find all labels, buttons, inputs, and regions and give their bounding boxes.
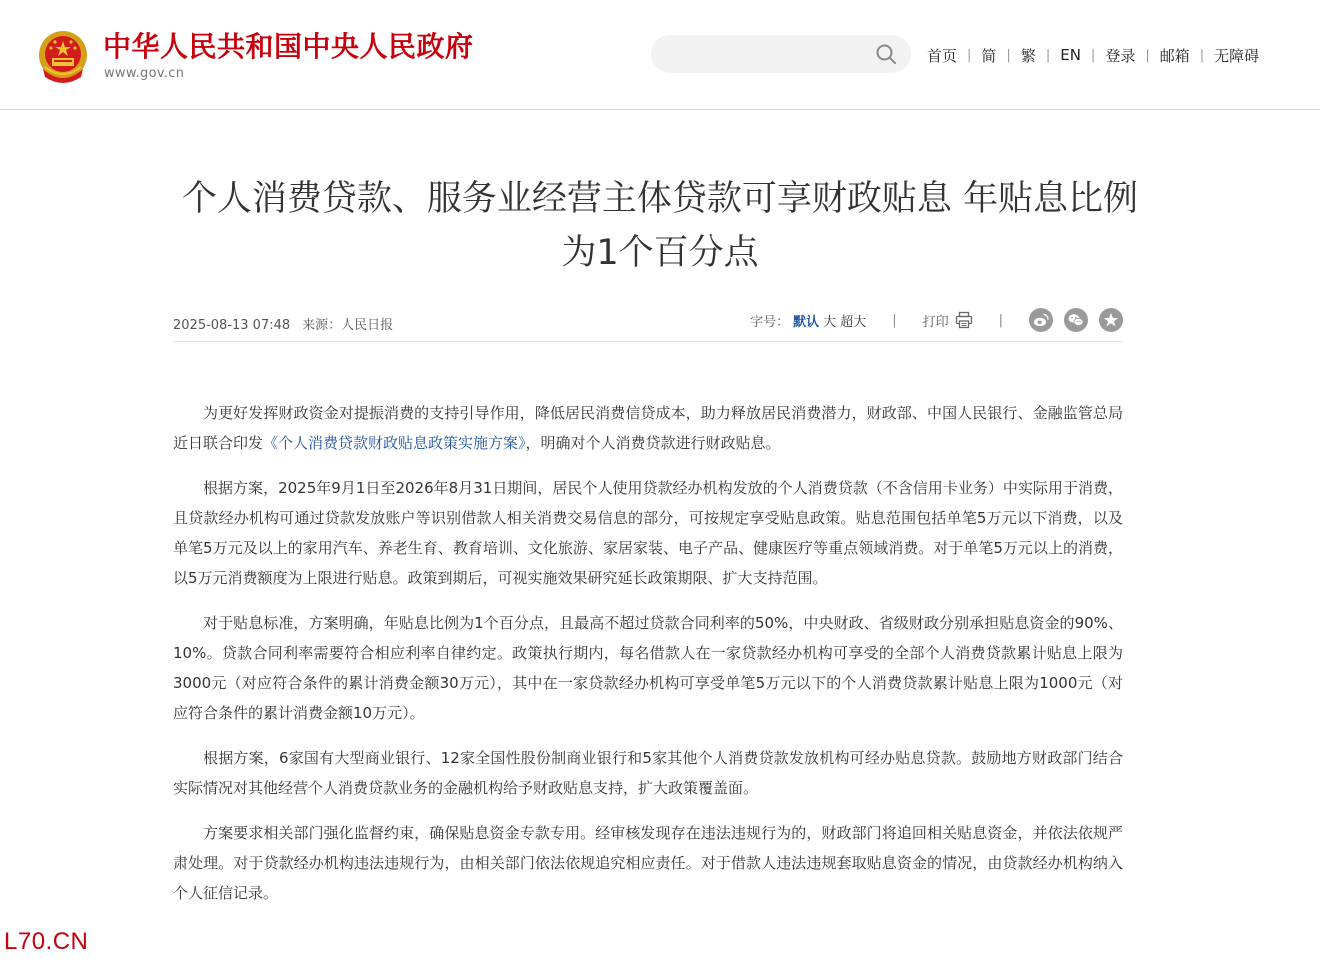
nav-accessibility[interactable]: 无障碍	[1214, 46, 1260, 65]
article-meta	[173, 306, 1123, 342]
article-paragraph	[173, 398, 1123, 458]
font-size-xlarge[interactable]: 超大	[840, 314, 867, 330]
font-size-label: 字号：	[750, 314, 790, 330]
article-paragraph: 方案要求相关部门强化监督约束，确保贴息资金专款专用。经审核发现存在违法违规行为的，财政部门将追回相关贴息资金，并依法依规严肃处理。对于贷款经办机构违法违规行为，由相关部门依法依规追究相应责任。对于借款人违法违规套取贴息资金的情况，由贷款经办机构纳入个人征信记录。	[173, 824, 1123, 902]
font-size-large[interactable]: 大	[823, 314, 837, 330]
publish-date: 2025-08-13 07:48	[173, 318, 291, 333]
search-icon[interactable]	[875, 43, 897, 65]
wechat-icon[interactable]	[1064, 308, 1088, 332]
article-paragraph: 对于贴息标准，方案明确，年贴息比例为1个百分点，且最高不超过贷款合同利率的50%，中央财政、省级财政分别承担贴息资金的90%、10%。贷款合同利率需要符合相应利率自律约定。政策执行期内，每名借款人在一家贷款经办机构可享受的全部个人消费贷款累计贴息上限为3000元（对应符合条件的累计消费金额30万元），其中在一家贷款经办机构可享受单笔5万元以下的个人消费贷款累计贴息上限为1000元（对应符合条件的累计消费金额10万元）。	[173, 614, 1123, 722]
printer-icon	[955, 311, 973, 329]
nav-separator: |	[1199, 47, 1205, 63]
tool-divider: |	[998, 312, 1003, 328]
paragraph-text: 为更好发挥财政资金对提振消费的支持引导作用，降低居民消费信贷成本，助力释放居民消费潜力，财政部、中国人民银行、金融监管总局近日联合印发	[173, 404, 1123, 452]
print-label: 打印	[922, 314, 949, 330]
nav-login[interactable]: 登录	[1105, 46, 1136, 65]
site-domain: www.gov.cn	[104, 66, 185, 81]
nav-separator: |	[1145, 47, 1150, 63]
article-body	[173, 398, 1123, 923]
source-name: 人民日报	[341, 318, 394, 333]
tool-divider: |	[892, 312, 897, 328]
watermark: L70.CN	[4, 928, 89, 955]
nav-mail[interactable]: 邮箱	[1159, 46, 1190, 65]
search-input[interactable]	[669, 43, 873, 67]
nav-simplified[interactable]: 简	[981, 46, 997, 65]
paragraph-text: ，明确对个人消费贷款进行财政贴息。	[525, 434, 781, 452]
font-size-default[interactable]: 默认	[793, 314, 820, 330]
nav-separator: |	[967, 47, 972, 63]
nav-home[interactable]: 首页	[927, 46, 958, 65]
policy-document-link[interactable]: 《个人消费贷款财政贴息政策实施方案》	[263, 434, 526, 452]
nav-traditional[interactable]: 繁	[1020, 46, 1036, 65]
article-paragraph: 根据方案，6家国有大型商业银行、12家全国性股份制商业银行和5家其他个人消费贷款发放机构可经办贴息贷款。鼓励地方财政部门结合实际情况对其他经营个人消费贷款业务的金融机构给予财政贴息支持，扩大政策覆盖面。	[173, 749, 1123, 797]
nav-english[interactable]: EN	[1060, 46, 1081, 64]
article-tools	[750, 306, 1123, 334]
national-emblem-icon[interactable]	[37, 29, 89, 85]
nav-separator: |	[1045, 47, 1051, 63]
site-title[interactable]: 中华人民共和国中央人民政府	[103, 30, 474, 63]
article-title: 个人消费贷款、服务业经营主体贷款可享财政贴息 年贴息比例为1个百分点	[181, 179, 1139, 273]
nav-separator: |	[1006, 47, 1011, 63]
article-paragraph: 根据方案，2025年9月1日至2026年8月31日期间，居民个人使用贷款经办机构发放的个人消费贷款（不含信用卡业务）中实际用于消费，且贷款经办机构可通过贷款发放账户等识别借款人相关消费交易信息的部分，可按规定享受贴息政策。贴息范围包括单笔5万元以下消费，以及单笔5万元及以上的家用汽车、养老生育、教育培训、文化旅游、家居家装、电子产品、健康医疗等重点领域消费。对于单笔5万元以上的消费，以5万元消费额度为上限进行贴息。政策到期后，可视实施效果研究延长政策期限、扩大支持范围。	[173, 479, 1123, 587]
site-header	[0, 0, 1320, 110]
weibo-icon[interactable]	[1029, 308, 1053, 332]
article-meta-left	[173, 314, 393, 333]
print-button[interactable]	[923, 311, 973, 330]
search-box	[651, 35, 911, 73]
nav-separator: |	[1090, 47, 1096, 63]
favorite-icon[interactable]	[1099, 308, 1123, 332]
top-navigation	[927, 45, 1259, 65]
source-label: 来源：	[302, 318, 342, 333]
